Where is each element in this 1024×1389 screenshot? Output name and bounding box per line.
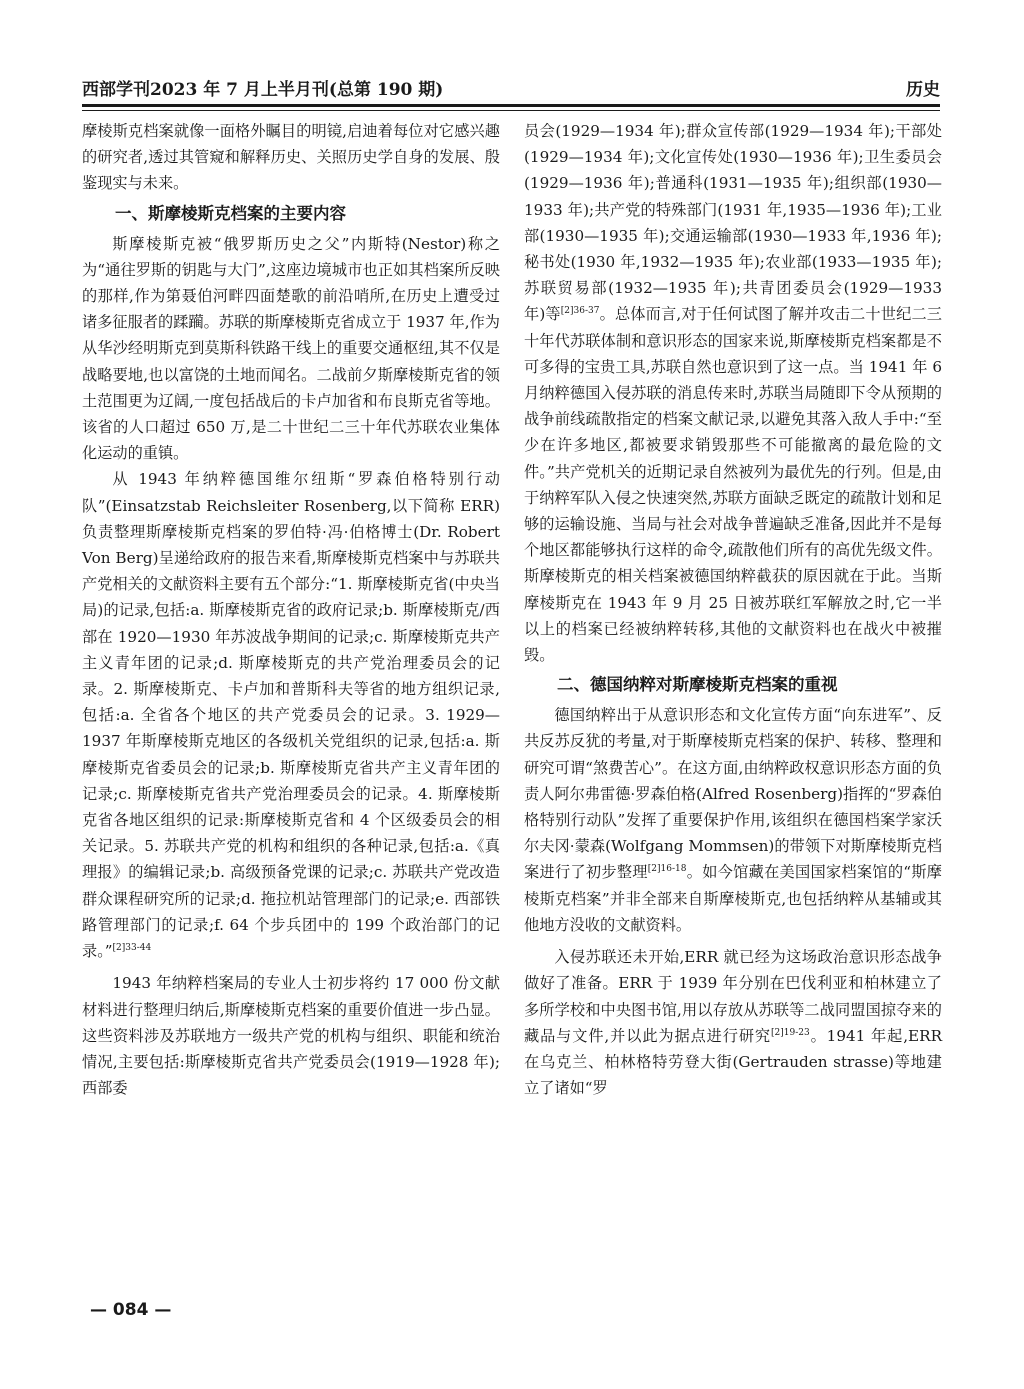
right-column (524, 118, 942, 1101)
citation: [2]33-44 (112, 943, 152, 954)
citation: [2]16-18 (647, 864, 687, 875)
paragraph (524, 118, 942, 668)
page-number: — 084 — (90, 1300, 172, 1320)
paragraph-text: 入侵苏联还未开始,ERR 就已经为这场政治意识形态战争做好了准备。ERR 于 1939 年分别在巴伐利亚和柏林建立了多所学校和中央图书馆,用以存放从苏联等二战同盟国掠夺来的藏品与文件,并以此为据点进行研究 (524, 948, 942, 1045)
running-header (82, 72, 940, 102)
paragraph-text: 从 1943 年纳粹德国维尔纽斯“罗森伯格特别行动队”(Einsatzstab Reichsleiter Rosenberg,以下简称 ERR)负责整理斯摩棱斯克档案的罗伯特·冯·伯格博士(Dr. Robert Von Berg)呈递给政府的报告来看,斯摩棱斯克档案中与苏联共产党相关的文献资料主要有五个部分:“1. 斯摩棱斯克省(中央当局)的记录,包括:a. 斯摩棱斯克省的政府记录;b. 斯摩棱斯克/西部在 1920—1930 年苏波战争期间的记录;c. 斯摩棱斯克共产主义青年团的记录;d. 斯摩棱斯克的共产党治理委员会的记录。2. 斯摩棱斯克、卡卢加和普斯科夫等省的地方组织记录,包括:a. 全省各个地区的共产党委员会的记录。3. 1929—1937 年斯摩棱斯克地区的各级机关党组织的记录,包括:a. 斯摩棱斯克省委员会的记录;b. 斯摩棱斯克省共产主义青年团的记录;c. 斯摩棱斯克省共产党治理委员会的记录。4. 斯摩棱斯克省各地区组织的记录:斯摩棱斯克省和 4 个区级委员会的相关记录。5. 苏联共产党的机构和组织的各种记录,包括:a.《真理报》的编辑记录;b. 高级预备党课的记录;c. 苏联共产党改造群众课程研究所的记录;d. 拖拉机站管理部门的记录;e. 西部铁路管理部门的记录;f. 64 个步兵团中的 199 个政治部门的记录。” (82, 470, 500, 961)
section-label: 历史 (906, 79, 940, 100)
section-heading: 一、斯摩棱斯克档案的主要内容 (115, 203, 346, 223)
paragraph-text: 员会(1929—1934 年);群众宣传部(1929—1934 年);干部处(1929—1934 年);文化宣传处(1930—1936 年);卫生委员会(1929—1936 年);普通科(1931—1935 年);组织部(1930—1933 年);共产党的特殊部门(1931 年,1935—1936 年);工业部(1930—1935 年);交通运输部(1930—1933 年,1936 年);秘书处(1930 年,1932—1935 年);农业部(1933—1935 年);苏联贸易部(1932—1935 年);共青团委员会(1929—1933 年)等 (524, 122, 942, 324)
paragraph-text: 。1941 年起,ERR 在乌克兰、柏林格特劳登大街(Gertrauden strasse)等地建立了诸如“罗 (524, 1026, 943, 1098)
paragraph (524, 702, 942, 938)
citation: [2]36-37 (560, 306, 600, 317)
paragraph: 摩棱斯克档案就像一面格外瞩目的明镜,启迪着每位对它感兴趣的研究者,透过其管窥和解释历史、关照历史学自身的发展、殷鉴现实与未来。 (82, 122, 500, 193)
journal-title: 西部学刊2023 年 7 月上半月刊(总第 190 期) (82, 79, 444, 100)
paragraph-text: 。如今馆藏在美国国家档案馆的“斯摩棱斯克档案”并非全部来自斯摩棱斯克,也包括纳粹从基辅或其他地方没收的文献资料。 (524, 863, 942, 934)
header-rule-thick (82, 104, 940, 107)
paragraph (82, 466, 500, 964)
header-rule-thin (82, 110, 940, 111)
paragraph: 1943 年纳粹档案局的专业人士初步将约 17 000 份文献材料进行整理归纳后,斯摩棱斯克档案的重要价值进一步凸显。这些资料涉及苏联地方一级共产党的机构与组织、职能和统治情况,主要包括:斯摩棱斯克省共产党委员会(1919—1928 年);西部委 (82, 974, 500, 1098)
paragraph-text: 德国纳粹出于从意识形态和文化宣传方面“向东进军”、反共反苏反犹的考量,对于斯摩棱斯克档案的保护、转移、整理和研究可谓“煞费苦心”。在这方面,由纳粹政权意识形态方面的负责人阿尔弗雷德·罗森伯格(Alfred Rosenberg)指挥的“罗森伯格特别行动队”发挥了重要保护作用,该组织在德国档案学家沃尔夫冈·蒙森(Wolfgang Mommsen)的带领下对斯摩棱斯克档案进行了初步整理 (524, 706, 942, 882)
paragraph: 斯摩棱斯克被“俄罗斯历史之父”内斯特(Nestor)称之为“通往罗斯的钥匙与大门”,这座边境城市也正如其档案所反映的那样,作为第聂伯河畔四面楚歌的前沿哨所,在历史上遭受过诸多征服者的蹂躏。苏联的斯摩棱斯克省成立于 1937 年,作为从华沙经明斯克到莫斯科铁路干线上的重要交通枢纽,其不仅是战略要地,也以富饶的土地而闻名。二战前夕斯摩棱斯克省的领土范围更为辽阔,一度包括战后的卡卢加省和布良斯克省等地。该省的人口超过 650 万,是二十世纪二三十年代苏联农业集体化运动的重镇。 (82, 234, 500, 463)
section-heading: 二、德国纳粹对斯摩棱斯克档案的重视 (557, 675, 838, 695)
paragraph (524, 944, 942, 1101)
left-column (82, 118, 500, 1101)
paragraph-text: 。总体而言,对于任何试图了解并攻击二十世纪二三十年代苏联体制和意识形态的国家来说,斯摩棱斯克档案都是不可多得的宝贵工具,苏联自然也意识到了这一点。当 1941 年 6 月纳粹德国入侵苏联的消息传来时,苏联当局随即下令从预期的战争前线疏散指定的档案文献记录,以避免其落入敌人手中:“至少在许多地区,都被要求销毁那些不可能撤离的最危险的文件。”共产党机关的近期记录自然被列为最优先的行列。但是,由于纳粹军队入侵之快速突然,苏联方面缺乏既定的疏散计划和足够的运输设施、当局与社会对战争普遍缺乏准备,因此并不是每个地区都能够执行这样的命令,疏散他们所有的高优先级文件。斯摩棱斯克的相关档案被德国纳粹截获的原因就在于此。当斯摩棱斯克在 1943 年 9 月 25 日被苏联红军解放之时,它一半以上的档案已经被纳粹转移,其他的文献资料也在战火中被摧毁。 (524, 305, 942, 665)
citation: [2]19-23 (771, 1027, 810, 1038)
